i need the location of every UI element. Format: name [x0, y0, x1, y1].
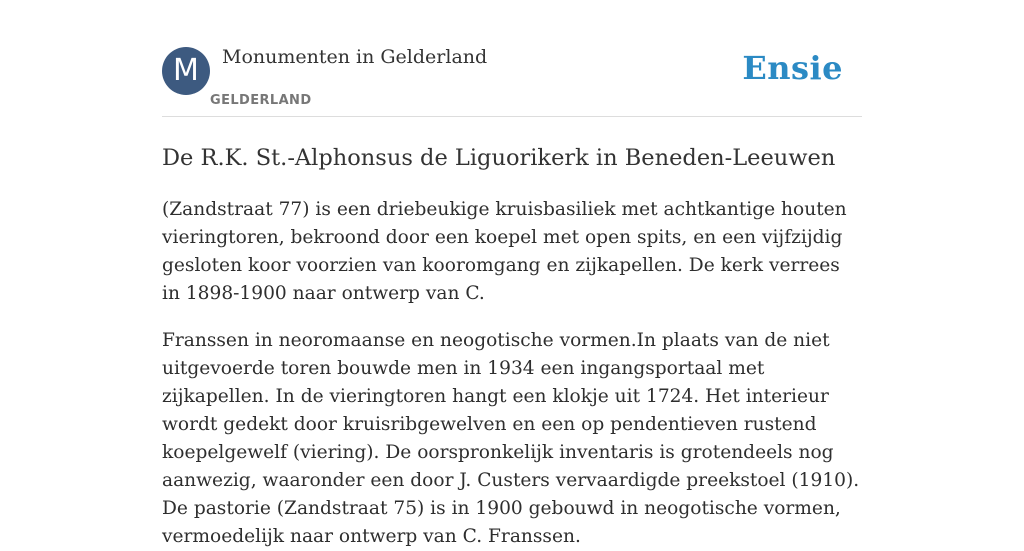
site-subtitle[interactable]: GELDERLAND — [210, 93, 312, 108]
page-header — [162, 0, 862, 117]
article-paragraph-2: Franssen in neoromaanse en neogotische vormen.In plaats van de niet uitgevoerde toren bouwde men in 1934 een ingangsportaal met zijkapellen. In de vieringtoren hangt een klokje uit 1724. Het interieur wordt gedekt door kruisribgewelven en een op pendentieven rustend koepelgewelf (viering). De oorspronkelijk inventaris is grotendeels nog aanwezig, waaronder een door J. Custers vervaardigde preekstoel (1910). De pastorie (Zandstraat 75) is in 1900 gebouwd in neogotische vormen, vermoedelijk naar ontwerp van C. Franssen. — [162, 330, 860, 547]
site-title[interactable]: Monumenten in Gelderland — [222, 46, 488, 68]
page-title: De R.K. St.-Alphonsus de Liguorikerk in Beneden-Leeuwen — [162, 145, 836, 171]
brand-logo[interactable]: Ensie — [742, 49, 843, 87]
article-paragraph-1: (Zandstraat 77) is een driebeukige kruisbasiliek met achtkantige houten vieringtoren, bekroond door een koepel met open spits, en een vijfzijdig gesloten koor voorzien van kooromgang en zijkapellen. De kerk verrees in 1898-1900 naar ontwerp van C. — [162, 199, 847, 304]
avatar[interactable]: M — [162, 47, 210, 95]
page-container — [162, 0, 862, 551]
